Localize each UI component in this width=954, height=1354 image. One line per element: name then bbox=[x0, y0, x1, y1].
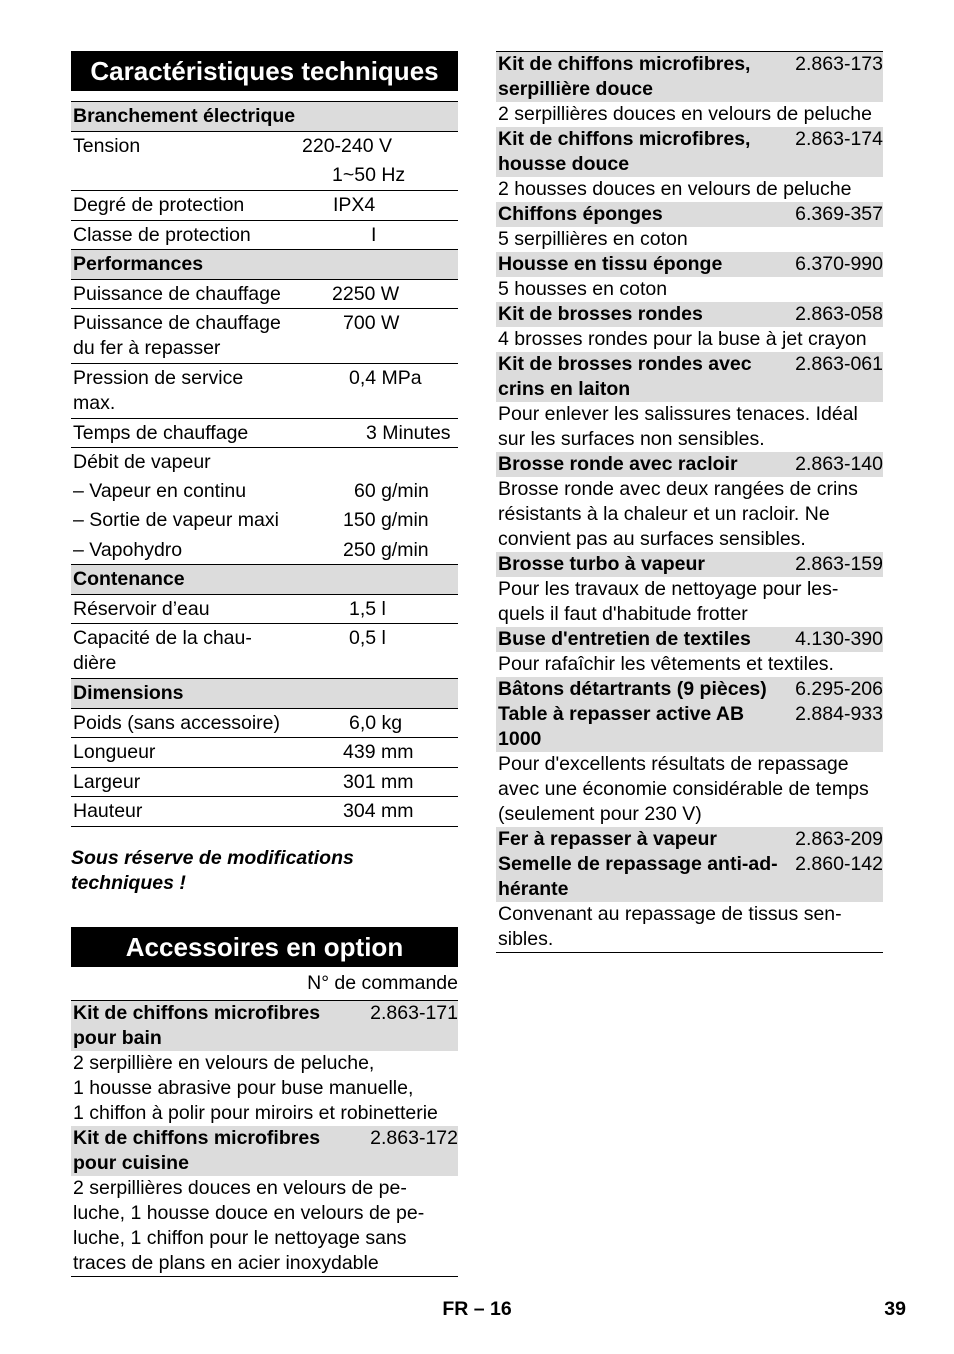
accessory-name: Table à repasser active AB 1000 bbox=[498, 703, 745, 750]
accessory-name: Kit de chiffons microfibres pour cuisine bbox=[73, 1127, 321, 1174]
accessory-name: Kit de chiffons microfibres pour bain bbox=[73, 1002, 321, 1049]
accessory-header bbox=[496, 352, 883, 402]
specs-header-dimensions: Dimensions bbox=[71, 679, 458, 709]
accessory-description bbox=[496, 177, 883, 202]
accessory-header bbox=[496, 827, 883, 852]
spec-row-boiler bbox=[71, 624, 458, 679]
accessory-header bbox=[71, 1126, 458, 1176]
spec-label: Poids (sans accessoire) bbox=[73, 712, 280, 734]
spec-label: Largeur bbox=[73, 771, 141, 793]
spec-label: – Vapohydro bbox=[73, 539, 183, 561]
spec-label: Longueur bbox=[73, 741, 156, 763]
spec-value: I bbox=[371, 224, 377, 246]
accessory-order-number: 2.863-061 bbox=[795, 353, 883, 375]
spec-value: 1~50 Hz bbox=[332, 164, 406, 186]
accessory-order-number: 6.295-206 bbox=[795, 678, 883, 700]
description-line: Pour rafaîchir les vêtements et textiles. bbox=[498, 653, 834, 675]
description-line: Convenant au repassage de tissus sen- bbox=[498, 903, 842, 925]
specs-table bbox=[71, 101, 458, 827]
accessory-order-number: 2.863-209 bbox=[795, 828, 883, 850]
spec-label: Pression de service bbox=[73, 367, 244, 389]
accessory-header bbox=[496, 52, 883, 102]
spec-label: – Vapeur en continu bbox=[73, 480, 247, 502]
description-line: luche, 1 housse douce en velours de pe- bbox=[73, 1202, 425, 1224]
specs-header-capacity: Contenance bbox=[71, 565, 458, 595]
note-line: Sous réserve de modifications bbox=[71, 847, 354, 869]
accessory-name: Kit de brosses rondes bbox=[498, 303, 703, 325]
spec-value: 3 Minutes bbox=[366, 422, 451, 444]
description-line: sur les surfaces non sensibles. bbox=[498, 428, 765, 450]
accessory-name: Chiffons éponges bbox=[498, 203, 663, 225]
spec-label: dière bbox=[73, 652, 117, 674]
specs-header-electrical: Branchement électrique bbox=[71, 102, 458, 132]
technical-note bbox=[71, 846, 401, 896]
accessory-header bbox=[496, 302, 883, 327]
spec-label: Tension bbox=[73, 135, 141, 157]
accessory-description bbox=[71, 1176, 458, 1276]
spec-label: max. bbox=[73, 392, 116, 414]
spec-row-protection-degree bbox=[71, 191, 458, 221]
description-line: 5 housses en coton bbox=[498, 278, 668, 300]
accessory-description bbox=[496, 902, 883, 952]
accessory-name: Kit de chiffons microfibres, housse douce bbox=[498, 128, 751, 175]
accessory-description bbox=[71, 1051, 458, 1126]
accessory-description bbox=[496, 277, 883, 302]
spec-value: 0,5 l bbox=[349, 627, 386, 649]
description-line: 2 serpillières douces en velours de pe- bbox=[73, 1177, 407, 1199]
accessory-order-number: 4.130-390 bbox=[795, 628, 883, 650]
spec-label: Puissance de chauffage bbox=[73, 312, 281, 334]
spec-row-tension bbox=[71, 132, 458, 161]
accessory-order-number: 6.370-990 bbox=[795, 253, 883, 275]
spec-row-tank bbox=[71, 595, 458, 624]
accessory-name: Housse en tissu éponge bbox=[498, 253, 723, 275]
spec-row-length bbox=[71, 738, 458, 768]
spec-label: du fer à repasser bbox=[73, 337, 221, 359]
note-line: techniques ! bbox=[71, 872, 186, 894]
description-line: luche, 1 chiffon pour le nettoyage sans bbox=[73, 1227, 407, 1249]
accessory-order-number: 2.863-174 bbox=[795, 128, 883, 150]
spec-label: Hauteur bbox=[73, 800, 143, 822]
spec-row-heating-time bbox=[71, 419, 458, 448]
spec-row-frequency bbox=[71, 161, 458, 191]
spec-row-width bbox=[71, 768, 458, 797]
spec-value: 150 g/min bbox=[343, 509, 429, 531]
accessory-name: Fer à repasser à vapeur bbox=[498, 828, 717, 850]
section-title-technical: Caractéristiques techniques bbox=[71, 51, 458, 91]
description-line: 2 housses douces en velours de peluche bbox=[498, 178, 852, 200]
spec-label: – Sortie de vapeur maxi bbox=[73, 509, 279, 531]
description-line: 4 brosses rondes pour la buse à jet crayon bbox=[498, 328, 867, 350]
accessory-name: Semelle de repassage anti-ad-hérante bbox=[498, 853, 778, 900]
specs-header-performance: Performances bbox=[71, 250, 458, 280]
accessories-list-right bbox=[496, 51, 883, 953]
description-line: traces de plans en acier inoxydable bbox=[73, 1252, 379, 1274]
description-line: Pour enlever les salissures tenaces. Idéal bbox=[498, 403, 858, 425]
accessory-description bbox=[496, 577, 883, 627]
spec-value: 6,0 kg bbox=[349, 712, 403, 734]
accessories-list-left bbox=[71, 1000, 458, 1277]
description-line: sibles. bbox=[498, 928, 554, 950]
description-line: résistants à la chaleur et un racloir. Ne bbox=[498, 503, 830, 525]
accessory-header bbox=[496, 202, 883, 227]
spec-value: 60 g/min bbox=[354, 480, 429, 502]
accessory-order-number: 2.863-140 bbox=[795, 453, 883, 475]
spec-value: 700 W bbox=[343, 312, 400, 334]
description-line: 5 serpillières en coton bbox=[498, 228, 688, 250]
spec-row-steam-continuous bbox=[71, 477, 458, 506]
accessory-header bbox=[496, 452, 883, 477]
accessory-description bbox=[496, 227, 883, 252]
spec-label: Réservoir d’eau bbox=[73, 598, 210, 620]
spec-row-protection-class bbox=[71, 221, 458, 250]
accessory-name: Brosse turbo à vapeur bbox=[498, 553, 705, 575]
description-line: Pour les travaux de nettoyage pour les- bbox=[498, 578, 839, 600]
accessory-header bbox=[496, 127, 883, 177]
order-number-label: N° de commande bbox=[307, 972, 458, 994]
accessory-description bbox=[496, 652, 883, 677]
spec-row-weight bbox=[71, 709, 458, 738]
accessory-description bbox=[496, 102, 883, 127]
spec-value: 0,4 MPa bbox=[349, 367, 422, 389]
accessory-header bbox=[496, 627, 883, 652]
description-line: 1 housse abrasive pour buse manuelle, bbox=[73, 1077, 414, 1099]
accessory-order-number: 2.863-172 bbox=[370, 1127, 458, 1149]
spec-row-pressure bbox=[71, 364, 458, 419]
accessory-description bbox=[496, 402, 883, 452]
description-line: Brosse ronde avec deux rangées de crins bbox=[498, 478, 858, 500]
spec-value: 301 mm bbox=[343, 771, 414, 793]
accessory-description bbox=[496, 752, 883, 827]
spec-label: Classe de protection bbox=[73, 224, 251, 246]
accessory-name: Brosse ronde avec racloir bbox=[498, 453, 738, 475]
description-line: quels il faut d'habitude frotter bbox=[498, 603, 748, 625]
spec-value: 439 mm bbox=[343, 741, 414, 763]
spec-value: 1,5 l bbox=[349, 598, 386, 620]
accessory-order-number: 2.863-058 bbox=[795, 303, 883, 325]
spec-row-iron-power bbox=[71, 309, 458, 364]
description-line: 2 serpillière en velours de peluche, bbox=[73, 1052, 375, 1074]
spec-value: 220-240 V bbox=[302, 135, 392, 157]
accessory-name: Kit de brosses rondes avec crins en laiton bbox=[498, 353, 752, 400]
spec-value: IPX4 bbox=[333, 194, 376, 216]
accessory-order-number: 2.884-933 bbox=[795, 703, 883, 725]
accessory-order-number: 2.863-171 bbox=[370, 1002, 458, 1024]
description-line: convient pas au surfaces sensibles. bbox=[498, 528, 806, 550]
accessory-header bbox=[496, 702, 883, 752]
accessory-name: Bâtons détartrants (9 pièces) bbox=[498, 678, 767, 700]
spec-label: Débit de vapeur bbox=[73, 451, 211, 473]
accessory-header bbox=[496, 552, 883, 577]
accessory-description bbox=[496, 327, 883, 352]
accessory-order-number: 2.863-173 bbox=[795, 53, 883, 75]
accessory-order-number: 2.863-159 bbox=[795, 553, 883, 575]
spec-row-vapohydro bbox=[71, 536, 458, 565]
footer-section: FR – 16 bbox=[442, 1298, 512, 1320]
spec-value: 2250 W bbox=[332, 283, 400, 305]
description-line: avec une économie considérable de temps bbox=[498, 778, 869, 800]
accessory-name: Buse d'entretien de textiles bbox=[498, 628, 751, 650]
spec-row-steam-max bbox=[71, 506, 458, 536]
section-title-accessories: Accessoires en option bbox=[71, 927, 458, 967]
accessory-order-number: 2.860-142 bbox=[795, 853, 883, 875]
accessory-order-number: 6.369-357 bbox=[795, 203, 883, 225]
spec-label: Capacité de la chau- bbox=[73, 627, 252, 649]
accessory-header bbox=[496, 677, 883, 702]
accessory-header bbox=[496, 252, 883, 277]
spec-row-height bbox=[71, 797, 458, 827]
page-number: 39 bbox=[884, 1298, 906, 1320]
accessory-header bbox=[496, 852, 883, 902]
spec-label: Degré de protection bbox=[73, 194, 245, 216]
spec-value: 250 g/min bbox=[343, 539, 429, 561]
accessory-name: Kit de chiffons microfibres, serpillière douce bbox=[498, 53, 751, 100]
description-line: 2 serpillières douces en velours de peluche bbox=[498, 103, 872, 125]
description-line: 1 chiffon à polir pour miroirs et robinetterie bbox=[73, 1102, 438, 1124]
spec-value: 304 mm bbox=[343, 800, 414, 822]
description-line: (seulement pour 230 V) bbox=[498, 803, 702, 825]
accessory-description bbox=[496, 477, 883, 552]
accessory-header bbox=[71, 1001, 458, 1051]
spec-label: Puissance de chauffage bbox=[73, 283, 281, 305]
spec-row-heating-power bbox=[71, 280, 458, 309]
description-line: Pour d'excellents résultats de repassage bbox=[498, 753, 849, 775]
spec-row-steam-flow bbox=[71, 448, 458, 477]
spec-label: Temps de chauffage bbox=[73, 422, 249, 444]
